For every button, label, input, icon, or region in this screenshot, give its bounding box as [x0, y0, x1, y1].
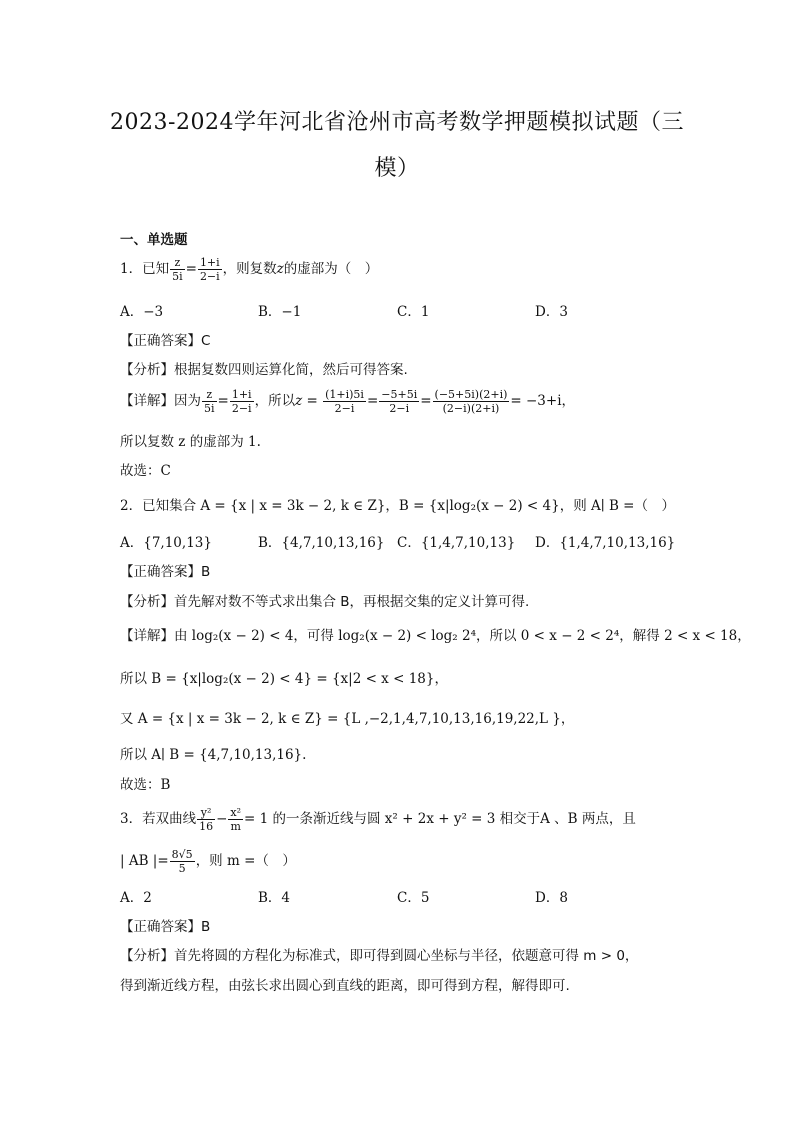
q1-choice-b: B．−1 — [258, 304, 302, 320]
q1-frac-z-over-5i: $\frac{z}{5i}$ — [172, 256, 183, 283]
title-line-1: 2023-2024学年河北省沧州市高考数学押题模拟试题（三 — [110, 110, 684, 135]
q2-choice-b: B．{4,7,10,13,16} — [258, 535, 385, 551]
q1-stem: 1．已知 $\frac{z}{5i}$ = $\frac{1+i}{2-i}$ ，则复数z的虚部为（ ） — [120, 256, 379, 283]
q3-stem-line-2: | AB |= $\frac{8√5}{5}$ ，则 m =（ ） — [120, 848, 296, 875]
q2-answer: 【正确答案】B — [120, 564, 211, 580]
q1-conclusion: 所以复数 z 的虚部为 1. — [120, 434, 261, 450]
q2-stem: 2．已知集合 A = {x | x = 3k − 2, k ∈ Z}，B = {x|log₂(x − 2) < 4}，则 A∣ B =（ ） — [120, 498, 675, 514]
q2-detail-4: 所以 A∣ B = {4,7,10,13,16}. — [120, 747, 307, 763]
q1-choice-d: D．3 — [535, 304, 568, 320]
q3-analysis-2: 得到渐近线方程，由弦长求出圆心到直线的距离，即可得到方程，解得即可. — [120, 978, 570, 994]
q2-choice-d: D．{1,4,7,10,13,16} — [535, 535, 676, 551]
q2-detail-1: 【详解】由 log₂(x − 2) < 4，可得 log₂(x − 2) < log₂ 2⁴，所以 0 < x − 2 < 2⁴，解得 2 < x < 18， — [120, 628, 751, 644]
q2-choice-a: A．{7,10,13} — [120, 535, 212, 551]
q3-choice-b: B．4 — [258, 890, 291, 906]
q3-analysis-1: 【分析】首先将圆的方程化为标准式，即可得到圆心坐标与半径，依题意可得 m > 0， — [120, 948, 639, 964]
q1-stem-pre: 1．已知 — [120, 261, 170, 277]
q1-answer: 【正确答案】C — [120, 333, 211, 349]
title-line-2: 模） — [374, 156, 420, 181]
document-title — [100, 100, 694, 192]
q1-detail: 【详解】因为 $\frac{z}{5i}$ = $\frac{1+i}{2-i}$ ，所以z = $\frac{(1+i)5i}{2-i}$ = $\frac{-5+5i}{2-i}$ = $\frac{(-5+5i)(2+i)}{(2-i)(2+i)}$ = −3+i， — [120, 388, 576, 415]
q1-choice-a: A．−3 — [120, 304, 164, 320]
q1-analysis: 【分析】根据复数四则运算化简，然后可得答案. — [120, 362, 408, 378]
q3-stem: 3．若双曲线 $\frac{\text{y²}}{16}$ − $\frac{\text{x²}}{m}$ = 1 的一条渐近线与圆 x² + 2x + y² = 3 相交于A 、B 两点，且 — [120, 806, 636, 833]
q2-detail-3: 又 A = {x | x = 3k − 2, k ∈ Z} = {L ,−2,1,4,7,10,13,16,19,22,L }， — [120, 711, 575, 727]
q2-choice-c: C．{1,4,7,10,13} — [397, 535, 516, 551]
q3-choice-a: A．2 — [120, 890, 152, 906]
q1-final: 故选：C — [120, 463, 171, 479]
q1-choice-c: C．1 — [397, 304, 430, 320]
q2-final: 故选：B — [120, 777, 171, 793]
q2-analysis: 【分析】首先解对数不等式求出集合 B，再根据交集的定义计算可得. — [120, 594, 530, 610]
q3-answer: 【正确答案】B — [120, 919, 211, 935]
q3-choice-c: C．5 — [397, 890, 430, 906]
section-heading: 一、单选题 — [120, 232, 188, 248]
q3-choice-d: D．8 — [535, 890, 568, 906]
q2-detail-2: 所以 B = {x|log₂(x − 2) < 4} = {x|2 < x < 18}， — [120, 671, 448, 687]
q1-frac-1pi-over-2mi: $\frac{1+i}{2-i}$ — [199, 256, 220, 283]
